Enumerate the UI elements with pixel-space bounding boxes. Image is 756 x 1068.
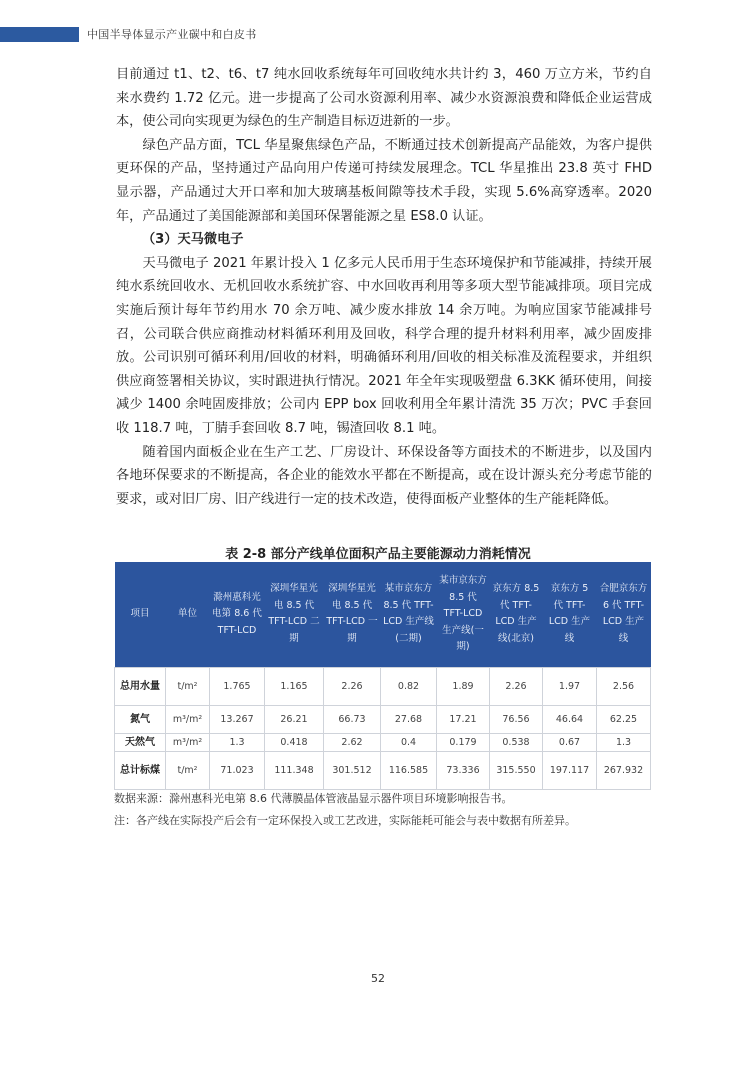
- table-cell: 66.73: [324, 705, 381, 733]
- column-header: 某市京东方 8.5 代 TFT-LCD 生产线(一期): [437, 562, 490, 667]
- document-title: 中国半导体显示产业碳中和白皮书: [87, 28, 257, 41]
- table-cell: 0.82: [381, 667, 437, 705]
- table-cell: 2.26: [490, 667, 543, 705]
- row-label: 总计标煤: [115, 751, 166, 789]
- table-row: [115, 667, 651, 705]
- table-cell: 2.62: [324, 733, 381, 751]
- column-header: 深圳华星光电 8.5 代 TFT-LCD 一期: [324, 562, 381, 667]
- body-text-block-1: [116, 63, 652, 511]
- table-cell: 0.179: [437, 733, 490, 751]
- table-cell: 0.67: [543, 733, 597, 751]
- table-cell: 116.585: [381, 751, 437, 789]
- table-cell: 46.64: [543, 705, 597, 733]
- disclaimer-note: 注：各产线在实际投产后会有一定环保投入或工艺改进，实际能耗可能会与表中数据有所差异。: [114, 814, 576, 827]
- table-cell: 315.550: [490, 751, 543, 789]
- table-cell: 26.21: [265, 705, 324, 733]
- table-caption: 表 2-8 部分产线单位面积产品主要能源动力消耗情况: [225, 547, 531, 562]
- table-cell: 1.97: [543, 667, 597, 705]
- table-row: [115, 705, 651, 733]
- column-header: 项目: [115, 562, 166, 667]
- row-unit: t/m²: [166, 667, 210, 705]
- table-cell: 1.3: [597, 733, 651, 751]
- table-cell: 1.3: [210, 733, 265, 751]
- header-accent-bar: [0, 27, 79, 42]
- data-source-note: 数据来源：滁州惠科光电第 8.6 代薄膜晶体管液晶显示器件项目环境影响报告书。: [114, 792, 513, 805]
- column-header: 深圳华星光电 8.5 代 TFT-LCD 二期: [265, 562, 324, 667]
- column-header: 京东方 8.5 代 TFT-LCD 生产线(北京): [490, 562, 543, 667]
- table-cell: 2.26: [324, 667, 381, 705]
- column-header: 滁州惠科光电第 8.6 代 TFT-LCD: [210, 562, 265, 667]
- table-cell: 0.538: [490, 733, 543, 751]
- table-cell: 0.4: [381, 733, 437, 751]
- table-cell: 62.25: [597, 705, 651, 733]
- table-cell: 73.336: [437, 751, 490, 789]
- table-cell: 2.56: [597, 667, 651, 705]
- paragraph-water-recycling: 目前通过 t1、t2、t6、t7 纯水回收系统每年可回收纯水共计约 3，460 万立方米，节约自来水费约 1.72 亿元。进一步提高了公司水资源利用率、减少水资源浪费和降低企业运营成本，使公司向实现更为绿色的生产制造目标迈进新的一步。: [116, 67, 652, 130]
- table-row: [115, 751, 651, 789]
- row-unit: m³/m²: [166, 705, 210, 733]
- table-cell: 301.512: [324, 751, 381, 789]
- paragraph-industry-trend: 随着国内面板企业在生产工艺、厂房设计、环保设备等方面技术的不断进步，以及国内各地环保要求的不断提高，各企业的能效水平都在不断提高，或在设计源头充分考虑节能的要求，或对旧厂房、旧产线进行一定的技术改造，使得面板产业整体的生产能耗降低。: [116, 444, 652, 507]
- energy-consumption-table: [114, 562, 651, 790]
- section-heading-tianma: （3）天马微电子: [142, 232, 244, 248]
- table-cell: 13.267: [210, 705, 265, 733]
- column-header: 京东方 5 代 TFT-LCD 生产线: [543, 562, 597, 667]
- table-cell: 76.56: [490, 705, 543, 733]
- page-number: 52: [371, 972, 385, 985]
- row-label: 天然气: [115, 733, 166, 751]
- row-label: 总用水量: [115, 667, 166, 705]
- column-header: 合肥京东方 6 代 TFT-LCD 生产线: [597, 562, 651, 667]
- paragraph-green-products: 绿色产品方面，TCL 华星聚焦绿色产品，不断通过技术创新提高产品能效，为客户提供更环保的产品，坚持通过产品向用户传递可持续发展理念。TCL 华星推出 23.8 英寸 FHD 显示器，产品通过大开口率和加大玻璃基板间隙等技术手段，实现 5.6%高穿透率。2020 年，产品通过了美国能源部和美国环保署能源之星 ES8.0 认证。: [116, 137, 652, 224]
- row-unit: t/m²: [166, 751, 210, 789]
- table-cell: 71.023: [210, 751, 265, 789]
- table-cell: 267.932: [597, 751, 651, 789]
- table-cell: 17.21: [437, 705, 490, 733]
- table-header-row: [115, 562, 651, 667]
- table-row: [115, 733, 651, 751]
- table-cell: 27.68: [381, 705, 437, 733]
- table-cell: 1.765: [210, 667, 265, 705]
- table-cell: 197.117: [543, 751, 597, 789]
- row-unit: m³/m²: [166, 733, 210, 751]
- table-cell: 1.165: [265, 667, 324, 705]
- column-header: 某市京东方 8.5 代 TFT-LCD 生产线(二期): [381, 562, 437, 667]
- table-cell: 111.348: [265, 751, 324, 789]
- table-cell: 0.418: [265, 733, 324, 751]
- table-notes: [114, 788, 576, 832]
- row-label: 氮气: [115, 705, 166, 733]
- paragraph-tianma: 天马微电子 2021 年累计投入 1 亿多元人民币用于生态环境保护和节能减排，持续开展纯水系统回收水、无机回收水系统扩容、中水回收再利用等多项大型节能减排项。项目完成实施后预计每年节约用水 70 余万吨、减少废水排放 14 余万吨。为响应国家节能减排号召，公司联合供应商推动材料循环利用及回收，科学合理的提升材料利用率，减少固废排放。公司识别可循环利用/回收的材料，明确循环利用/回收的相关标准及流程要求，并组织供应商签署相关协议，实时跟进执行情况。2021 年全年实现吸塑盘 6.3KK 循环使用，间接减少 1400 余吨固废排放；公司内 EPP box 回收利用全年累计清洗 35 万次；PVC 手套回收 118.7 吨，丁腈手套回收 8.7 吨，锡渣回收 8.1 吨。: [116, 255, 652, 436]
- column-header: 单位: [166, 562, 210, 667]
- table-cell: 1.89: [437, 667, 490, 705]
